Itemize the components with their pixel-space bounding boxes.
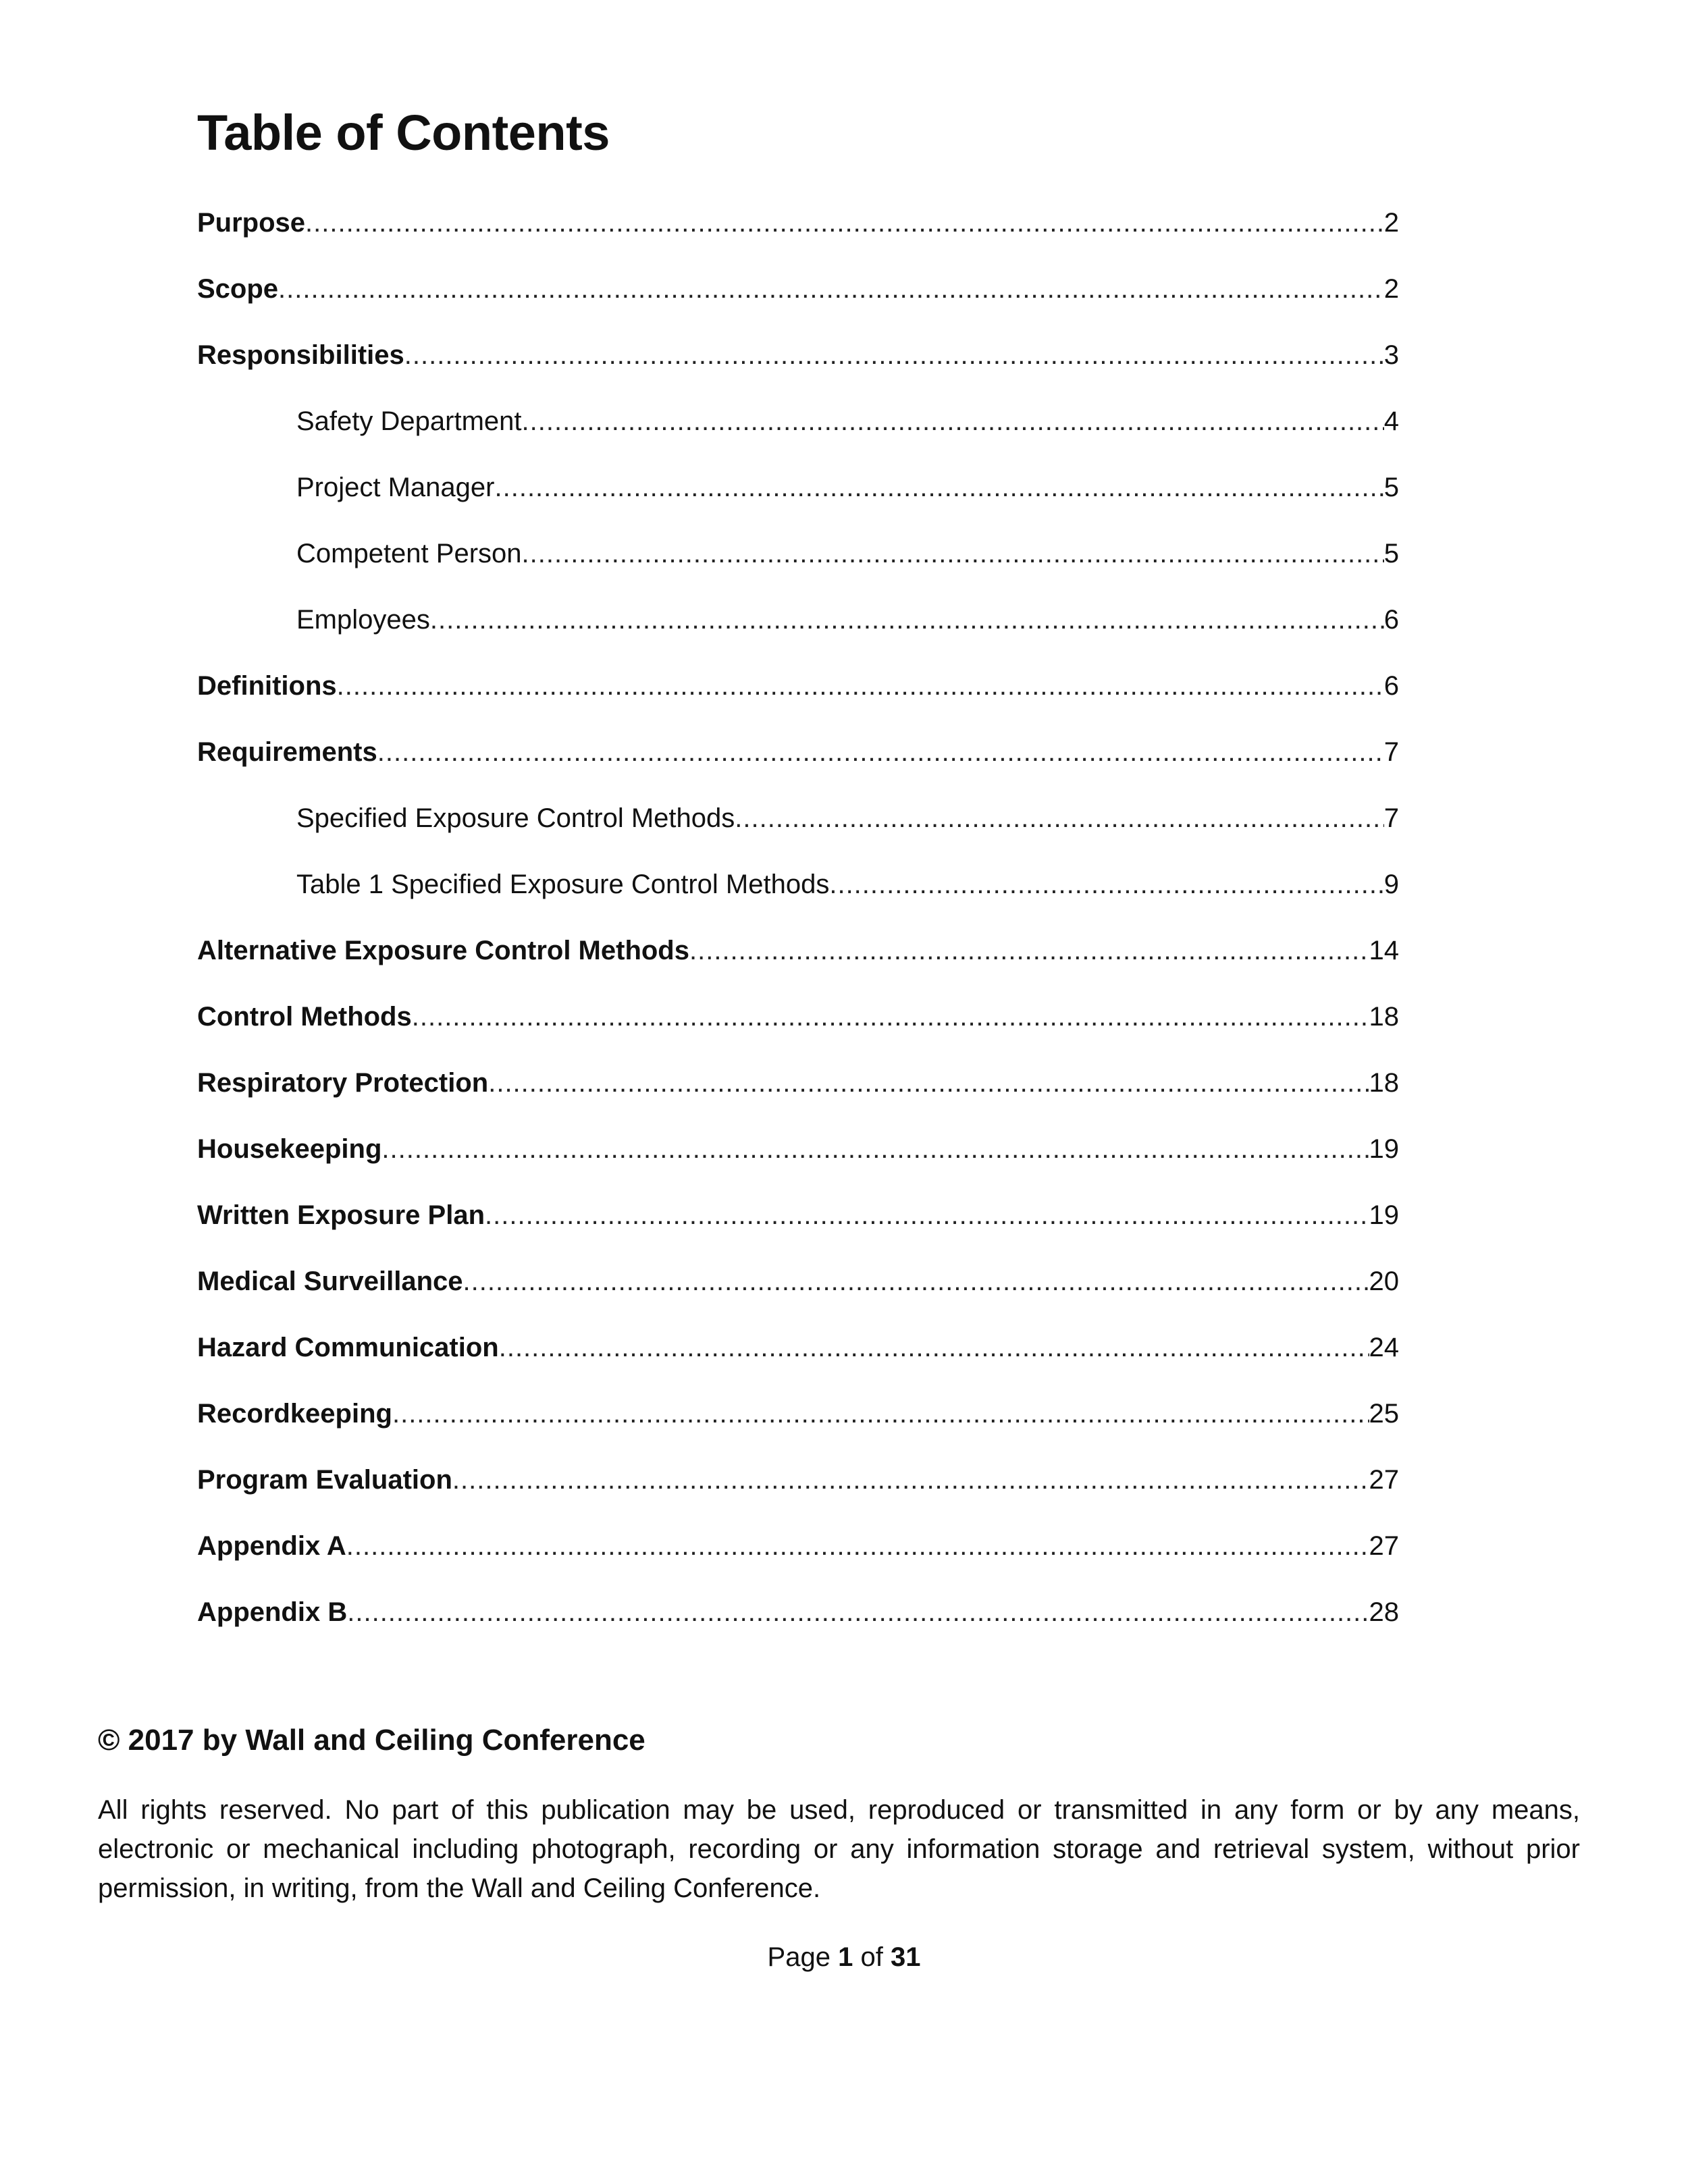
toc-entry-label: Respiratory Protection (197, 1068, 489, 1098)
toc-dot-leader (522, 533, 1384, 574)
toc-entry-page: 6 (1383, 671, 1399, 701)
toc-dot-leader (499, 1327, 1369, 1368)
toc-dot-leader (392, 1393, 1369, 1434)
toc-dot-leader (412, 996, 1369, 1037)
toc-dot-leader (305, 203, 1384, 243)
toc-entry-label: Medical Surveillance (197, 1267, 463, 1296)
toc-entry-page: 18 (1369, 1068, 1399, 1098)
toc-entry-recordkeeping[interactable] (197, 1393, 1399, 1460)
toc-entry-label: Project Manager (296, 473, 495, 502)
toc-entry-requirements[interactable] (197, 732, 1399, 798)
toc-entry-page: 6 (1383, 605, 1399, 635)
toc-dot-leader (346, 1526, 1369, 1566)
toc-entry-page: 27 (1369, 1465, 1399, 1495)
toc-entry-page: 9 (1383, 870, 1399, 899)
toc-entry-label: Competent Person (296, 539, 522, 568)
toc-entry-label: Requirements (197, 737, 377, 767)
toc-entry-label: Table 1 Specified Exposure Control Methods (296, 870, 830, 899)
page-prefix: Page (767, 1942, 830, 1972)
toc-dot-leader (404, 335, 1384, 375)
toc-entry-appendix-b[interactable] (197, 1592, 1399, 1658)
toc-entry-written-exposure-plan[interactable] (197, 1195, 1399, 1261)
toc-entry-program-evaluation[interactable] (197, 1460, 1399, 1526)
toc-dot-leader (522, 401, 1384, 442)
toc-entry-competent-person[interactable] (197, 533, 1399, 600)
toc-entry-alternative-exposure-control-methods[interactable] (197, 930, 1399, 996)
toc-entry-page: 14 (1369, 936, 1399, 965)
page-number-footer (0, 1941, 1688, 1973)
toc-entry-appendix-a[interactable] (197, 1526, 1399, 1592)
toc-entry-housekeeping[interactable] (197, 1129, 1399, 1195)
toc-entry-label: Written Exposure Plan (197, 1200, 485, 1230)
toc-dot-leader (463, 1261, 1369, 1302)
toc-entry-page: 2 (1383, 208, 1399, 238)
toc-entry-page: 7 (1383, 803, 1399, 833)
toc-entry-page: 20 (1369, 1267, 1399, 1296)
toc-dot-leader (488, 1063, 1369, 1103)
toc-dot-leader (735, 798, 1384, 838)
toc-entry-hazard-communication[interactable] (197, 1327, 1399, 1393)
toc-entry-label: Scope (197, 274, 279, 304)
toc-dot-leader (430, 600, 1384, 640)
toc-entry-respiratory-protection[interactable] (197, 1063, 1399, 1129)
toc-title: Table of Contents (197, 105, 610, 161)
toc-entry-page: 27 (1369, 1531, 1399, 1561)
toc-entry-medical-surveillance[interactable] (197, 1261, 1399, 1327)
toc-entry-page: 19 (1369, 1200, 1399, 1230)
toc-entry-page: 2 (1383, 274, 1399, 304)
rights-reserved-text: All rights reserved. No part of this publication may be used, reproduced or transmitted in any form or by any means, electronic or mechanical including photograph, recording or any information storage and retrieval system, without prior permission, in writing, from the Wall and Ceiling Conference. (98, 1795, 1580, 1903)
total-page-count: 31 (890, 1942, 921, 1972)
toc-entry-page: 24 (1369, 1333, 1399, 1362)
toc-dot-leader (278, 269, 1384, 309)
toc-dot-leader (494, 467, 1383, 508)
toc-entry-label: Housekeeping (197, 1134, 382, 1164)
toc-dot-leader (337, 666, 1384, 706)
toc-entry-label: Specified Exposure Control Methods (296, 803, 735, 833)
toc-entry-page: 3 (1383, 340, 1399, 370)
toc-dot-leader (377, 732, 1384, 772)
toc-dot-leader (485, 1195, 1369, 1235)
copyright-heading: © 2017 by Wall and Ceiling Conference (98, 1724, 645, 1757)
toc-entry-page: 7 (1383, 737, 1399, 767)
toc-entry-page: 28 (1369, 1597, 1399, 1627)
toc-entry-label: Appendix B (197, 1597, 348, 1627)
toc-entry-label: Appendix A (197, 1531, 346, 1561)
current-page-number: 1 (838, 1942, 853, 1972)
toc-entry-responsibilities[interactable] (197, 335, 1399, 401)
toc-entry-specified-exposure-control-methods[interactable] (197, 798, 1399, 864)
toc-entry-label: Definitions (197, 671, 337, 701)
toc-dot-leader (689, 930, 1369, 971)
toc-entry-label: Employees (296, 605, 430, 635)
toc-entry-label: Program Evaluation (197, 1465, 452, 1495)
toc-entry-page: 4 (1383, 406, 1399, 436)
toc-entry-safety-department[interactable] (197, 401, 1399, 467)
toc-entry-label: Recordkeeping (197, 1399, 392, 1429)
toc-entry-page: 5 (1383, 539, 1399, 568)
toc-entry-page: 25 (1369, 1399, 1399, 1429)
toc-entry-label: Purpose (197, 208, 306, 238)
toc-entry-page: 18 (1369, 1002, 1399, 1032)
toc-entry-label: Alternative Exposure Control Methods (197, 936, 689, 965)
toc-dot-leader (347, 1592, 1369, 1632)
toc-entry-label: Safety Department (296, 406, 522, 436)
toc-dot-leader (381, 1129, 1369, 1169)
toc-dot-leader (829, 864, 1383, 905)
toc-entry-label: Hazard Communication (197, 1333, 499, 1362)
toc-entry-scope[interactable] (197, 269, 1399, 335)
toc-entry-label: Responsibilities (197, 340, 404, 370)
toc-list (197, 203, 1399, 1658)
toc-entry-purpose[interactable] (197, 203, 1399, 269)
toc-entry-definitions[interactable] (197, 666, 1399, 732)
toc-entry-employees[interactable] (197, 600, 1399, 666)
toc-entry-label: Control Methods (197, 1002, 412, 1032)
toc-entry-table-1[interactable] (197, 864, 1399, 930)
page-of-text: of (860, 1942, 883, 1972)
toc-entry-project-manager[interactable] (197, 467, 1399, 533)
toc-entry-page: 5 (1383, 473, 1399, 502)
toc-entry-page: 19 (1369, 1134, 1399, 1164)
toc-dot-leader (452, 1460, 1369, 1500)
toc-entry-control-methods[interactable] (197, 996, 1399, 1063)
